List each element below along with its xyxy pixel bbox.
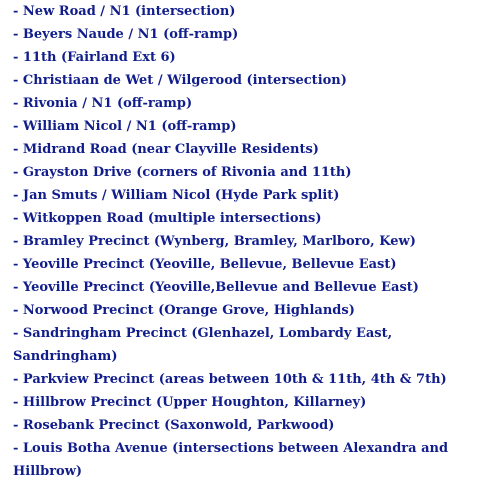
location-list — [13, 0, 495, 483]
list-item: - Beyers Naude / N1 (off-ramp) — [13, 27, 239, 42]
list-item: - William Nicol / N1 (off-ramp) — [13, 119, 237, 134]
list-item: - Louis Botha Avenue (intersections between Alexandra and Hillbrow) — [13, 441, 449, 479]
list-item: - Grayston Drive (corners of Rivonia and 11th) — [13, 165, 352, 180]
list-item: - Witkoppen Road (multiple intersections) — [13, 211, 322, 226]
list-item: - Sandringham Precinct (Glenhazel, Lombardy East, Sandringham) — [13, 326, 393, 364]
list-item: - Parkview Precinct (areas between 10th & 11th, 4th & 7th) — [13, 372, 447, 387]
list-item: - Hillbrow Precinct (Upper Houghton, Killarney) — [13, 395, 367, 410]
list-item: - Rosebank Precinct (Saxonwold, Parkwood) — [13, 418, 335, 433]
list-item: - Midrand Road (near Clayville Residents) — [13, 142, 319, 157]
list-item: - 11th (Fairland Ext 6) — [13, 50, 176, 65]
list-item: - Bramley Precinct (Wynberg, Bramley, Marlboro, Kew) — [13, 234, 416, 249]
list-item: - Jan Smuts / William Nicol (Hyde Park split) — [13, 188, 340, 203]
list-item: - Norwood Precinct (Orange Grove, Highlands) — [13, 303, 355, 318]
list-item: - New Road / N1 (intersection) — [13, 4, 236, 19]
list-item: - Yeoville Precinct (Yeoville,Bellevue and Bellevue East) — [13, 280, 419, 295]
list-item: - Christiaan de Wet / Wilgerood (intersection) — [13, 73, 347, 88]
list-item: - Yeoville Precinct (Yeoville, Bellevue, Bellevue East) — [13, 257, 397, 272]
list-item: - Rivonia / N1 (off-ramp) — [13, 96, 193, 111]
